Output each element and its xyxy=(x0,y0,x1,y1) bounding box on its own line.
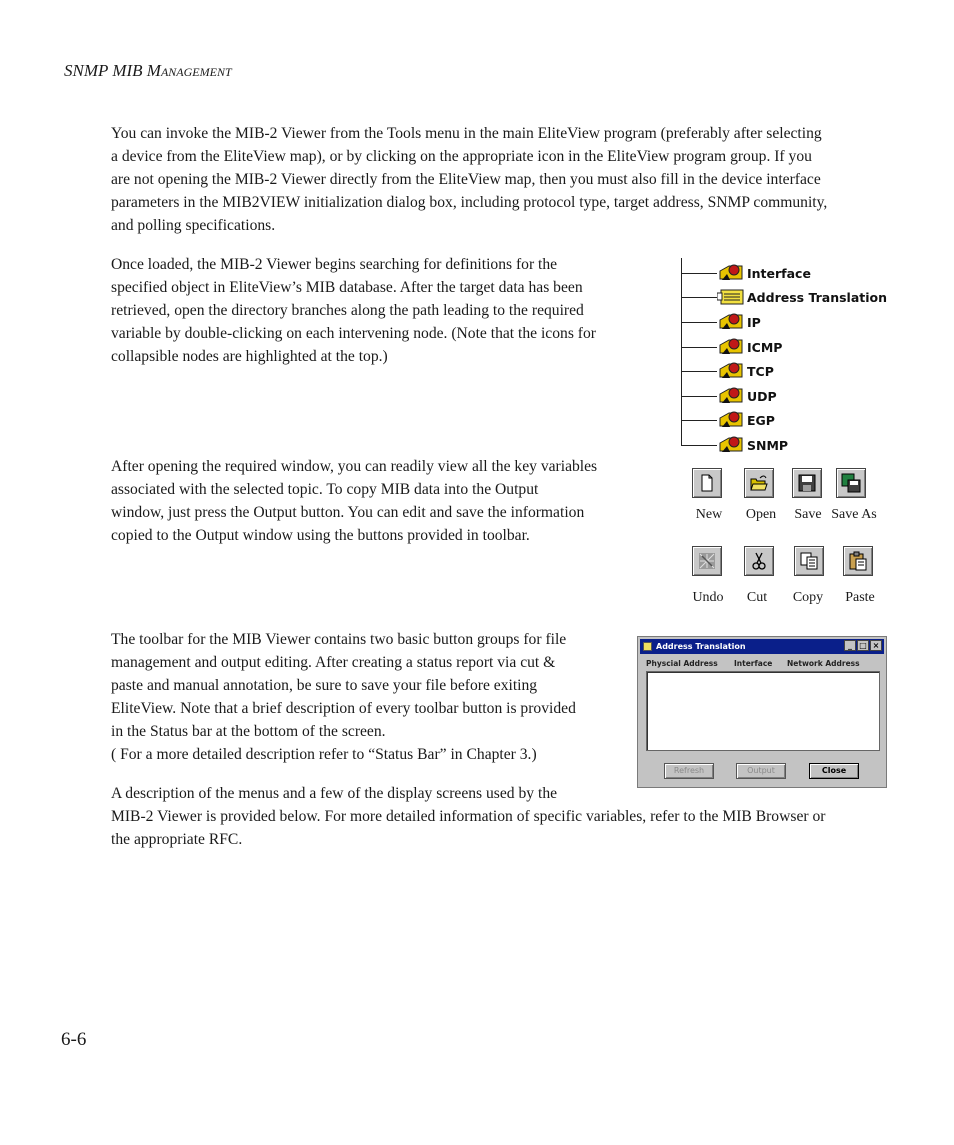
text-line: are not opening the MIB-2 Viewer directly from the EliteView map, then you must also fill in the device interface xyxy=(111,171,821,188)
window-controls xyxy=(844,640,882,651)
text-line: After opening the required window, you can readily view all the key variables xyxy=(111,458,598,475)
cut-label: Cut xyxy=(746,590,768,605)
text-line: variable by double-clicking on each intervening node. (Note that the icons for xyxy=(111,325,596,342)
text-line: A description of the menus and a few of the display screens used by the xyxy=(111,785,558,802)
tree-node-label: Address Translation xyxy=(747,289,888,305)
tree-branch-line xyxy=(681,420,717,421)
save-as-icon xyxy=(841,473,861,493)
text-line: retrieved, open the directory branches along the path leading to the required xyxy=(111,302,584,319)
open-button[interactable] xyxy=(744,468,774,498)
window-titlebar[interactable] xyxy=(640,639,884,654)
page-number: 6-6 xyxy=(61,1029,87,1050)
save-as-label: Save As xyxy=(831,507,877,522)
save-label: Save xyxy=(794,507,822,522)
text-line: collapsible nodes are highlighted at the top.) xyxy=(111,348,388,365)
paragraph-output xyxy=(111,455,646,547)
new-label: New xyxy=(695,507,723,522)
text-line: You can invoke the MIB-2 Viewer from the Tools menu in the main EliteView program (preferably after selecting xyxy=(111,125,822,142)
paragraph-invoke xyxy=(111,122,889,237)
tree-node-udp[interactable] xyxy=(681,386,777,406)
tree-node-ip[interactable] xyxy=(681,312,761,332)
text-line: The toolbar for the MIB Viewer contains two basic button groups for file xyxy=(111,631,567,648)
close-window-button[interactable]: × xyxy=(870,640,882,651)
tree-node-egp[interactable] xyxy=(681,410,775,430)
tree-branch-line xyxy=(681,322,717,323)
folder-node-icon xyxy=(717,337,745,357)
text-line: window, just press the Output button. You can edit and save the information xyxy=(111,504,585,521)
tree-branch-line xyxy=(681,396,717,397)
text-line: EliteView. Note that a brief description of every toolbar button is provided xyxy=(111,700,576,717)
copy-icon xyxy=(799,551,819,571)
tree-node-label: Interface xyxy=(747,265,811,281)
copy-button[interactable] xyxy=(794,546,824,576)
text-line: a device from the EliteView map), or by clicking on the appropriate icon in the EliteView program group. If you xyxy=(111,148,812,165)
column-header-interface[interactable]: Interface xyxy=(734,659,773,668)
paste-clipboard-icon xyxy=(848,551,868,571)
refresh-button[interactable]: Refresh xyxy=(664,763,714,779)
paragraph-toolbar xyxy=(111,628,631,766)
floppy-disk-icon xyxy=(797,473,817,493)
text-line: parameters in the MIB2VIEW initialization dialog box, including protocol type, target address, SNMP community, xyxy=(111,194,828,211)
text-line: and polling specifications. xyxy=(111,217,276,234)
folder-node-icon xyxy=(717,263,745,283)
tree-node-label: EGP xyxy=(747,412,775,428)
tree-node-interface[interactable] xyxy=(681,263,811,283)
undo-icon xyxy=(697,551,717,571)
tree-node-tcp[interactable] xyxy=(681,361,774,381)
tree-node-label: UDP xyxy=(747,388,777,404)
folder-node-icon xyxy=(717,435,745,455)
tree-branch-line xyxy=(681,347,717,348)
folder-node-icon xyxy=(717,361,745,381)
copy-label: Copy xyxy=(792,590,824,605)
text-line: copied to the Output window using the buttons provided in toolbar. xyxy=(111,527,530,544)
undo-label: Undo xyxy=(692,590,724,605)
folder-node-icon xyxy=(717,410,745,430)
header-title-part1: SNMP MIB M xyxy=(64,61,161,80)
text-line: the appropriate RFC. xyxy=(111,831,243,848)
tree-node-address-translation[interactable] xyxy=(681,287,887,307)
header-title-part2: ANAGEMENT xyxy=(160,65,232,79)
tree-branch-line xyxy=(681,297,717,298)
column-header-network-address[interactable]: Network Address xyxy=(787,659,860,668)
scissors-icon xyxy=(749,551,769,571)
tree-branch-line xyxy=(681,273,717,274)
tree-node-label: TCP xyxy=(747,363,774,379)
save-button[interactable] xyxy=(792,468,822,498)
tree-node-label: IP xyxy=(747,314,761,330)
text-line: MIB-2 Viewer is provided below. For more detailed information of specific variables, refer to the MIB Browser or xyxy=(111,808,826,825)
address-translation-window xyxy=(637,636,887,788)
paste-label: Paste xyxy=(845,590,875,605)
new-document-icon xyxy=(697,473,717,493)
text-line: specified object in EliteView’s MIB database. After the target data has been xyxy=(111,279,583,296)
tree-node-icmp[interactable] xyxy=(681,337,782,357)
tree-branch-line xyxy=(681,445,717,446)
save-as-button[interactable] xyxy=(836,468,866,498)
folder-node-icon xyxy=(717,312,745,332)
text-line: ( For a more detailed description refer to “Status Bar” in Chapter 3.) xyxy=(111,746,537,763)
maximize-button[interactable]: □ xyxy=(857,640,869,651)
paste-button[interactable] xyxy=(843,546,873,576)
open-label: Open xyxy=(745,507,777,522)
text-line: Once loaded, the MIB-2 Viewer begins searching for definitions for the xyxy=(111,256,558,273)
text-line: in the Status bar at the bottom of the screen. xyxy=(111,723,386,740)
minimize-button[interactable]: _ xyxy=(844,640,856,651)
paragraph-loaded xyxy=(111,253,646,368)
table-node-icon xyxy=(717,287,745,307)
folder-node-icon xyxy=(717,386,745,406)
window-app-icon xyxy=(643,642,652,651)
undo-button[interactable] xyxy=(692,546,722,576)
running-header xyxy=(64,61,232,81)
output-button[interactable]: Output xyxy=(736,763,786,779)
address-list[interactable] xyxy=(646,671,880,751)
window-title: Address Translation xyxy=(656,642,746,651)
tree-branch-line xyxy=(681,371,717,372)
tree-node-label: SNMP xyxy=(747,437,789,453)
column-header-physical-address[interactable]: Physcial Address xyxy=(646,659,718,668)
open-folder-icon xyxy=(749,473,769,493)
text-line: management and output editing. After creating a status report via cut & xyxy=(111,654,556,671)
text-line: paste and manual annotation, be sure to save your file before exiting xyxy=(111,677,538,694)
close-button[interactable]: Close xyxy=(809,763,859,779)
paragraph-description xyxy=(111,782,889,851)
tree-node-label: ICMP xyxy=(747,339,783,355)
new-button[interactable] xyxy=(692,468,722,498)
text-line: associated with the selected topic. To copy MIB data into the Output xyxy=(111,481,539,498)
cut-button[interactable] xyxy=(744,546,774,576)
mib-tree xyxy=(680,258,895,453)
tree-node-snmp[interactable] xyxy=(681,435,788,455)
